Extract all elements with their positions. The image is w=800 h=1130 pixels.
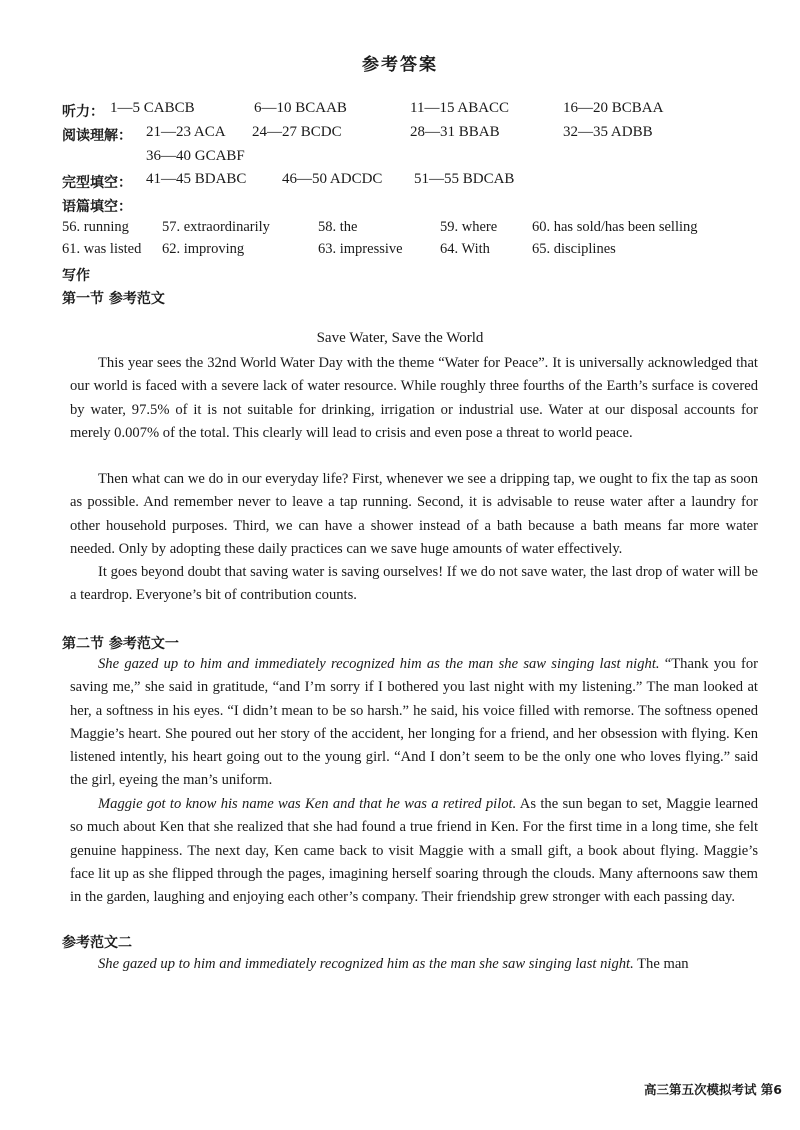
reading-group: 24—27 BCDC (252, 124, 342, 140)
essay-paragraph: This year sees the 32nd World Water Day with the theme “Water for Peace”. It is universally acknowledged that our world is faced with a severe lack of water resource. While roughly three fourths of the Earth’s surface is covered by water, 97.5% of it is not suitable for drinking, irrigation or industrial use. Water at our disposal accounts for merely 0.007% of the total. This clearly will lead to crisis and even pose a threat to world peace. (70, 355, 758, 441)
grammar-answer: 59. where (440, 219, 498, 235)
essay-title: Save Water, Save the World (316, 330, 484, 346)
reading-group: 28—31 BBAB (410, 124, 500, 140)
section2-heading: 第二节 参考范文一 (62, 636, 179, 652)
listening-group: 6—10 BCAAB (254, 100, 347, 116)
grammar-answer: 62. improving (162, 241, 245, 257)
listening-group: 1—5 CABCB (110, 100, 195, 116)
grammar-answer: 63. impressive (318, 241, 403, 257)
cloze-group: 46—50 ADCDC (282, 171, 383, 187)
grammar-answer: 56. running (62, 219, 129, 235)
reading-group: 21—23 ACA (146, 124, 226, 140)
lead-sentence: Maggie got to know his name was Ken and that he was a retired pilot. (98, 796, 517, 812)
reading-group: 36—40 GCABF (146, 148, 245, 164)
listening-group: 11—15 ABACC (410, 100, 510, 116)
grammar-answer: 61. was listed (62, 241, 142, 257)
lead-sentence: She gazed up to him and immediately recognized him as the man she saw singing last night. (98, 656, 660, 672)
essay-paragraph: Then what can we do in our everyday life? First, whenever we see a dripping tap, we ought to fix the tap as soon as possible. And remember never to leave a tap running. Second, it is advisable to reuse water after a laundry for other household purposes. Third, we can have a shower instead of a bath because a bath means far more water needed. Only by adopting these daily practices can we save huge amounts of water effectively. (70, 471, 758, 557)
continuation-paragraph (70, 653, 758, 793)
grammar-label: 语篇填空： (62, 199, 132, 215)
grammar-answer: 58. the (318, 219, 358, 235)
essay-paragraph: It goes beyond doubt that saving water is saving ourselves! If we do not save water, the last drop of water will be a teardrop. Everyone’s bit of contribution counts. (70, 564, 758, 604)
grammar-answer: 57. extraordinarily (162, 219, 270, 235)
paragraph-body: The man (633, 956, 689, 972)
reading-group: 32—35 ADBB (563, 124, 653, 140)
grammar-answer: 60. has sold/has been selling (532, 219, 698, 235)
listening-group: 16—20 BCBAA (563, 100, 664, 116)
listening-label: 听力： (62, 104, 104, 120)
cloze-label: 完型填空： (62, 175, 132, 191)
continuation-paragraph (70, 953, 758, 976)
paragraph-body: “Thank you for saving me,” she said in gratitude, “and I’m sorry if I bothered you last night with my listening.” The man looked at her, a softness in his eyes. “I didn’t mean to be so harsh.” he said, his voice filled with remorse. The softness opened Maggie’s heart. She poured out her story of the accident, her longing for a friend, and her obsession with flying. Ken listened intently, his heart going out to the young girl. “And I don’t seem to be the only one who loves flying.” said the girl, eyeing the man’s uniform. (70, 656, 758, 789)
page-footer: 高三第五次模拟考试 第6 (643, 1082, 782, 1097)
writing-label: 写作 (62, 268, 90, 284)
lead-sentence: She gazed up to him and immediately recognized him as the man she saw singing last night. (98, 956, 634, 972)
grammar-answer: 65. disciplines (532, 241, 616, 257)
cloze-group: 41—45 BDABC (146, 171, 247, 187)
section1-heading: 第一节 参考范文 (62, 291, 165, 307)
continuation-paragraph (70, 793, 758, 909)
grammar-answer: 64. With (440, 241, 490, 257)
page-title: 参考答案 (362, 55, 438, 75)
section3-heading: 参考范文二 (62, 935, 132, 951)
reading-label: 阅读理解： (62, 128, 132, 144)
paragraph-body: As the sun began to set, Maggie learned so much about Ken that she realized that she had found a true friend in Ken. For the first time in a long time, she felt genuine happiness. The next day, Ken came back to visit Maggie with a small gift, a book about flying. Maggie’s face lit up as she flipped through the pages, imagining herself soaring through the clouds. Many afternoons saw them in the garden, laughing and enjoying each other’s company. Their friendship grew stronger with each passing day. (70, 796, 758, 906)
cloze-group: 51—55 BDCAB (414, 171, 515, 187)
